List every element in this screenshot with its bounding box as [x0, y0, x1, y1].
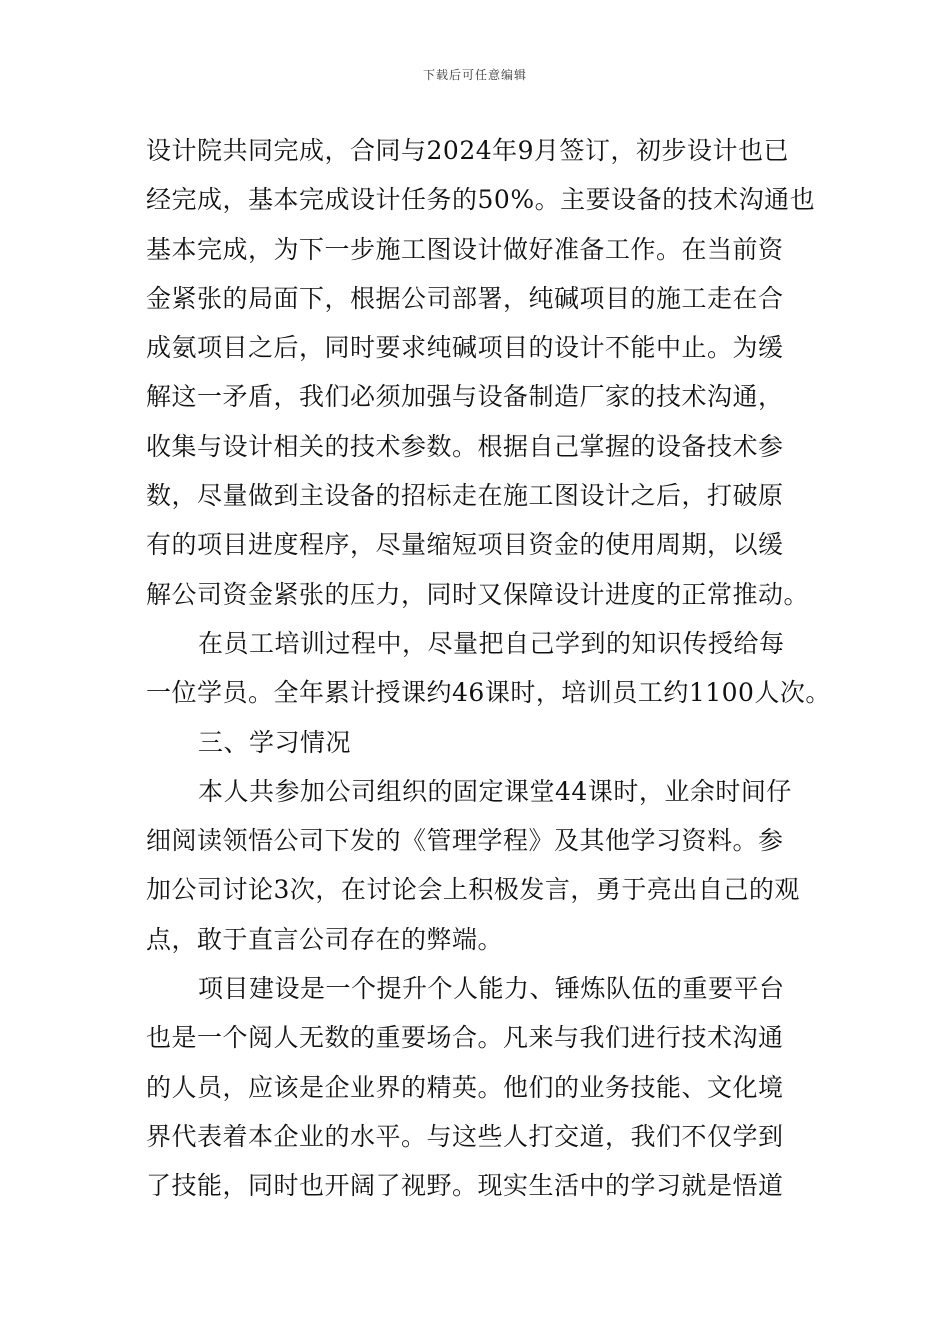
text-line: 在员工培训过程中，尽量把自己学到的知识传授给每 [198, 628, 785, 658]
text-line: 一位学员。全年累计授课约46课时，培训员工约1100人次。 [146, 678, 831, 708]
text-line: 了技能，同时也开阔了视野。现实生活中的学习就是悟道 [146, 1171, 784, 1201]
text-line: 收集与设计相关的技术参数。根据自己掌握的设备技术参 [146, 431, 784, 461]
paragraph [146, 126, 816, 619]
text-line: 基本完成，为下一步施工图设计做好准备工作。在当前资 [146, 234, 784, 264]
text-line: 三、学习情况 [198, 727, 352, 757]
text-line: 解公司资金紧张的压力，同时又保障设计进度的正常推动。 [146, 579, 810, 609]
page-header: 下载后可任意编辑 [422, 68, 527, 82]
paragraph [146, 767, 812, 964]
text-line: 也是一个阅人无数的重要场合。凡来与我们进行技术沟通 [146, 1023, 784, 1053]
text-line: 经完成，基本完成设计任务的50%。主要设备的技术沟通也 [146, 185, 816, 215]
text-line: 成氨项目之后，同时要求纯碱项目的设计不能中止。为缓 [146, 333, 784, 363]
document-body [146, 126, 831, 1211]
text-line: 设计院共同完成，合同与2024年9月签订，初步设计也已 [146, 136, 790, 165]
text-line: 数，尽量做到主设备的招标走在施工图设计之后，打破原 [146, 481, 784, 511]
paragraph [146, 964, 812, 1210]
text-line: 的人员，应该是企业界的精英。他们的业务技能、文化境 [146, 1072, 784, 1102]
paragraph [146, 619, 831, 718]
text-line: 金紧张的局面下，根据公司部署，纯碱项目的施工走在合 [146, 283, 784, 313]
text-line: 加公司讨论3次，在讨论会上积极发言，勇于亮出自己的观 [146, 875, 800, 905]
section-heading [146, 718, 812, 767]
text-line: 点，敢于直言公司存在的弊端。 [146, 924, 504, 954]
text-line: 项目建设是一个提升个人能力、锤炼队伍的重要平台 [198, 974, 785, 1004]
text-line: 有的项目进度程序，尽量缩短项目资金的使用周期，以缓 [146, 530, 784, 560]
text-line: 本人共参加公司组织的固定课堂44课时，业余时间仔 [198, 776, 792, 806]
text-line: 界代表着本企业的水平。与这些人打交道，我们不仅学到 [146, 1121, 784, 1151]
text-line: 细阅读领悟公司下发的《管理学程》及其他学习资料。参 [146, 826, 784, 856]
text-line: 解这一矛盾，我们必须加强与设备制造厂家的技术沟通， [146, 382, 784, 412]
